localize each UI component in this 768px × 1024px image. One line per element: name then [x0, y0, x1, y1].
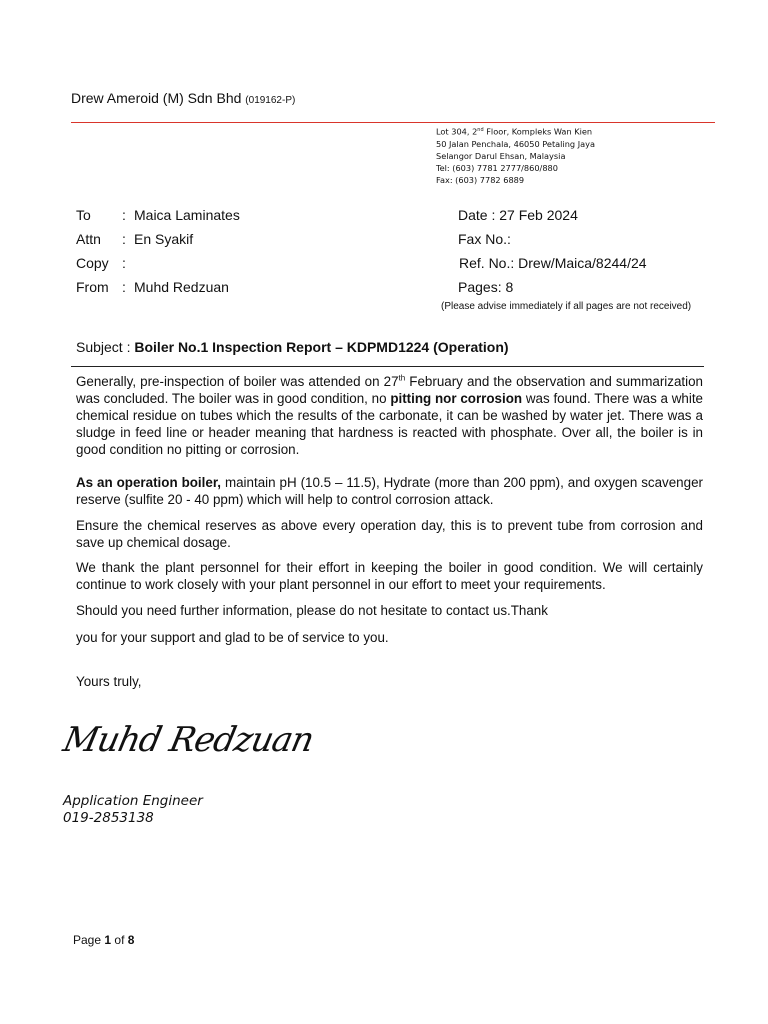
- attn-value: En Syakif: [134, 231, 194, 247]
- body-paragraph-2: [76, 474, 703, 508]
- attn-row: Attn : En Syakif: [76, 231, 194, 247]
- advise-note: (Please advise immediately if all pages are not received): [441, 301, 692, 312]
- letterhead-divider: [71, 122, 715, 123]
- body-paragraph-1: [76, 373, 703, 458]
- p1-text-b: February and the observation and summarization was concluded. The boiler was in good condition, no: [76, 374, 703, 406]
- pages-row: [458, 279, 513, 295]
- address-line: Lot 304, 2nd Floor, Kompleks Wan Kien: [436, 126, 593, 137]
- address-line: Tel: (603) 7781 2777/860/880: [436, 162, 558, 173]
- closing-salutation: Yours truly,: [76, 674, 142, 689]
- subject-label: Subject: [76, 339, 123, 355]
- from-row: From : Muhd Redzuan: [76, 279, 229, 295]
- p2-text: maintain pH (10.5 – 11.5), Hydrate (more than 200 ppm), and oxygen scavenger reserve (sulfite 20 - 40 ppm) which will help to control corrosion attack.: [76, 475, 703, 507]
- date-label: Date: [458, 207, 488, 223]
- body-paragraph-3: Ensure the chemical reserves as above every operation day, this is to prevent tube from corrosion and save up chemical dosage.: [76, 518, 703, 550]
- to-label: To: [76, 207, 91, 223]
- fax-row: [458, 231, 511, 247]
- pages-value: 8: [505, 279, 514, 295]
- to-value: Maica Laminates: [134, 207, 240, 223]
- p1-text-c: was found. There was a white chemical residue on tubes which the results of the carbonate, it can be washed by water jet. There was a sludge in feed line or header meaning that hardness is reacted with phosphate. Over all, the boiler is in good condition no pitting or corrosion.: [76, 391, 704, 457]
- ref-row: [459, 255, 647, 271]
- attn-label: Attn: [76, 231, 101, 247]
- date-row: Date : 27 Feb 2024: [458, 207, 578, 223]
- date-value: 27 Feb 2024: [499, 207, 578, 223]
- page-number: [73, 933, 134, 947]
- p1-text-a: Generally, pre-inspection of boiler was attended on 27: [76, 374, 399, 389]
- from-value: Muhd Redzuan: [134, 279, 229, 295]
- address-line: 50 Jalan Penchala, 46050 Petaling Jaya: [436, 138, 596, 149]
- page-total: 8: [127, 933, 135, 947]
- subject-line: Subject : Boiler No.1 Inspection Report – KDPMD1224 (Operation): [76, 339, 509, 355]
- fax-label: Fax No.:: [458, 231, 511, 247]
- to-row: To : Maica Laminates: [76, 207, 240, 223]
- company-registration: (019162-P): [245, 95, 296, 106]
- copy-row: Copy :: [76, 255, 126, 271]
- of-word: of: [114, 933, 125, 947]
- ref-label: Ref. No.:: [459, 255, 515, 271]
- signature-image: Muhd Redzuan: [59, 720, 317, 760]
- subject-title: Boiler No.1 Inspection Report – KDPMD1224 (Operation): [134, 339, 509, 355]
- p2-bold: As an operation boiler,: [76, 475, 222, 490]
- address-line: Selangor Darul Ehsan, Malaysia: [436, 150, 566, 161]
- body-paragraph-5: Should you need further information, please do not hesitate to contact us.Thank: [76, 603, 548, 618]
- signatory-phone: 019-2853138: [63, 810, 154, 826]
- signatory-details: [63, 793, 203, 827]
- company-address: [436, 124, 595, 186]
- copy-label: Copy: [76, 255, 109, 271]
- p1-superscript: th: [398, 373, 406, 383]
- company-name-text: Drew Ameroid (M) Sdn Bhd: [71, 90, 242, 106]
- ref-value: Drew/Maica/8244/24: [518, 255, 647, 271]
- subject-divider: [71, 366, 704, 367]
- company-name: [71, 90, 295, 106]
- signatory-title: Application Engineer: [63, 793, 203, 809]
- body-paragraph-4: We thank the plant personnel for their effort in keeping the boiler in good condition. We will certainly continue to work closely with your plant personnel in our effort to meet your requirements.: [76, 560, 703, 592]
- page-current: 1: [104, 933, 112, 947]
- pages-label: Pages:: [458, 279, 502, 295]
- body-paragraph-6: you for your support and glad to be of service to you.: [76, 630, 389, 645]
- p1-bold: pitting nor corrosion: [390, 391, 523, 406]
- from-label: From: [76, 279, 109, 295]
- page-word: Page: [73, 933, 102, 947]
- address-line: Fax: (603) 7782 6889: [436, 174, 525, 185]
